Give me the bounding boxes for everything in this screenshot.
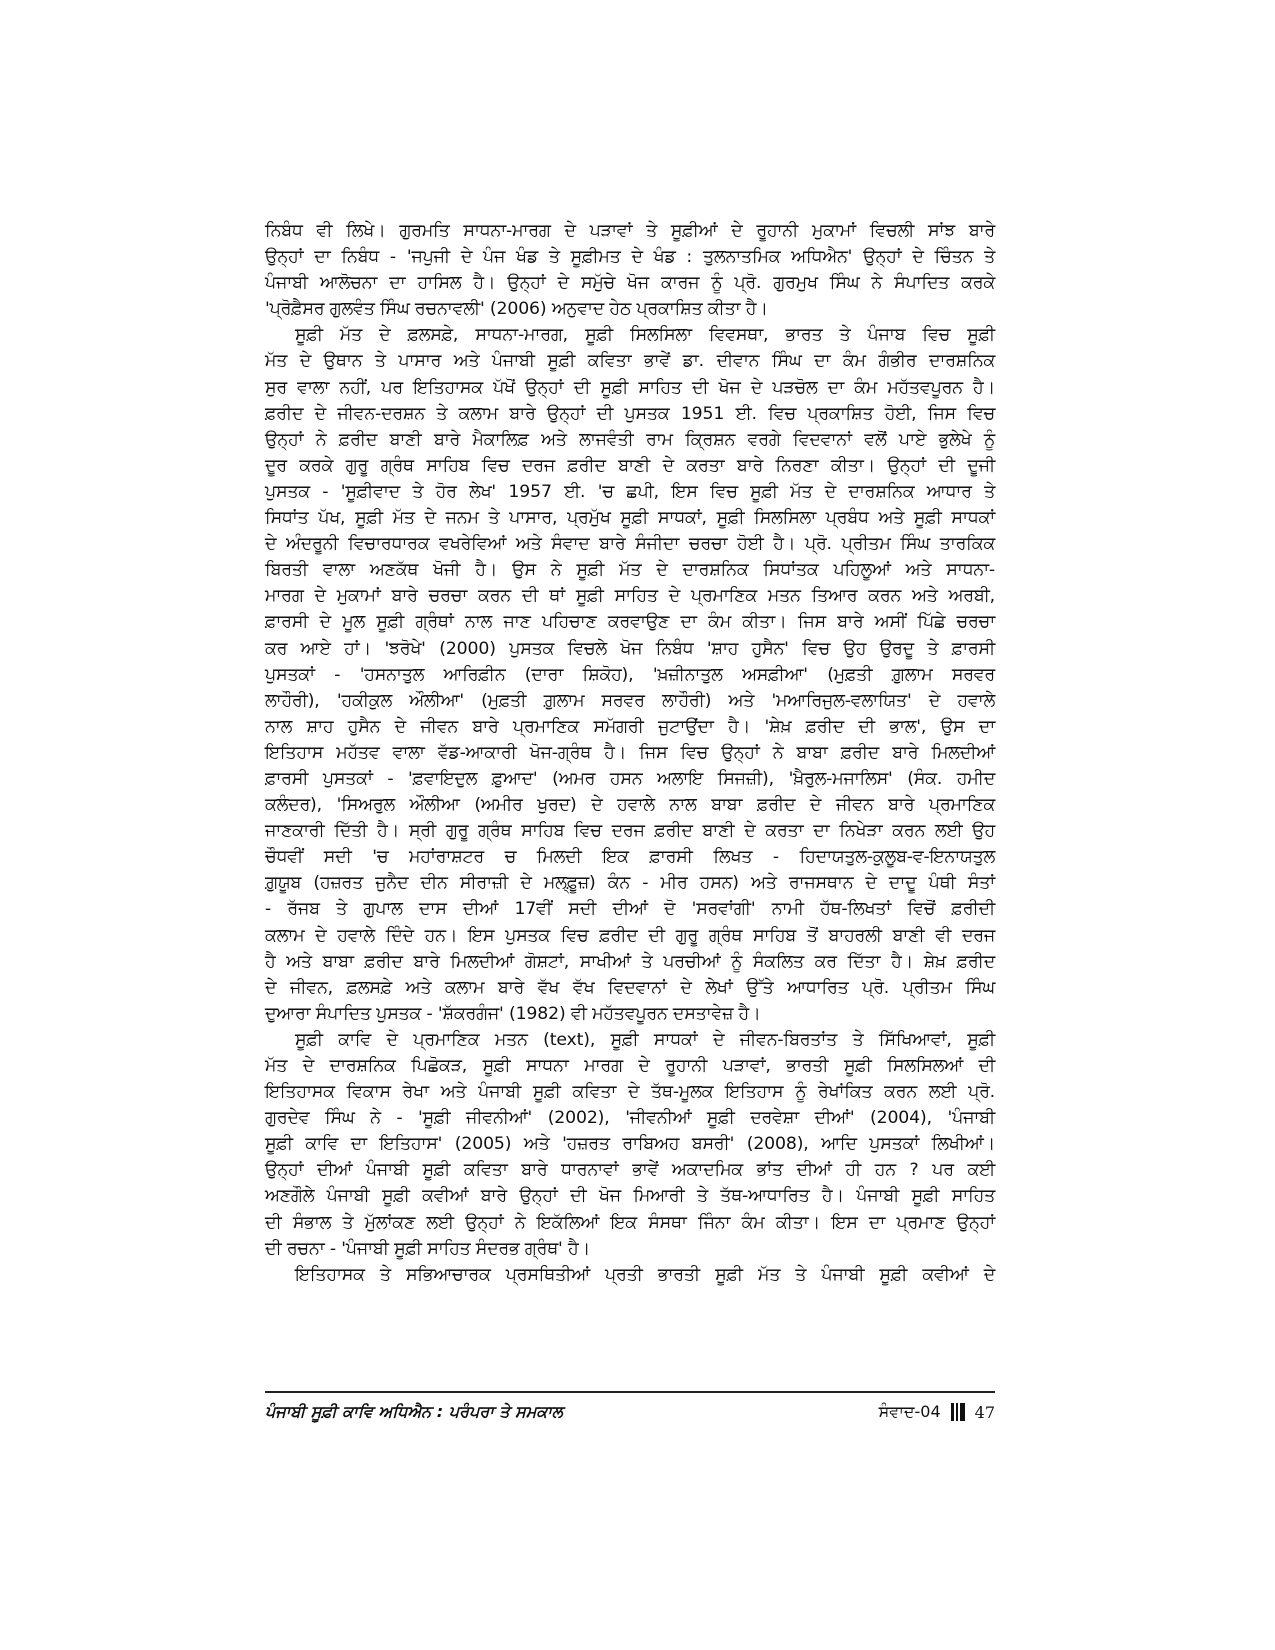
- text-line: ਹੈ ਅਤੇ ਬਾਬਾ ਫ਼ਰੀਦ ਬਾਰੇ ਮਿਲਦੀਆਂ ਗੋਸ਼ਟਾਂ, ਸਾਖੀਆਂ ਤੇ ਪਰਚੀਆਂ ਨੂੰ ਸੰਕਲਿਤ ਕਰ ਦਿੱਤਾ ਹੈ। ਸ਼ੇਖ਼ ਫ਼ਰੀਦ: [265, 951, 995, 972]
- paragraph-first-line: ਇਤਿਹਾਸਕ ਤੇ ਸਭਿਆਚਾਰਕ ਪ੍ਰਸਥਿਤੀਆਂ ਪ੍ਰਤੀ ਭਾਰਤੀ ਸੂਫ਼ੀ ਮੱਤ ਤੇ ਪੰਜਾਬੀ ਸੂਫ਼ੀ ਕਵੀਆਂ ਦੇ: [295, 1264, 995, 1285]
- text-line: ਨਾਲ ਸ਼ਾਹ ਹੁਸੈਨ ਦੇ ਜੀਵਨ ਬਾਰੇ ਪ੍ਰਮਾਣਿਕ ਸਮੱਗਰੀ ਜੁਟਾਉਂਦਾ ਹੈ। 'ਸ਼ੇਖ਼ ਫ਼ਰੀਦ ਦੀ ਭਾਲ', ਉਸ ਦਾ: [265, 716, 995, 737]
- text-line: ਬਿਰਤੀ ਵਾਲਾ ਅਣਕੱਥ ਖੋਜੀ ਹੈ। ਉਸ ਨੇ ਸੂਫ਼ੀ ਮੱਤ ਦੇ ਦਾਰਸ਼ਨਿਕ ਸਿਧਾਂਤਕ ਪਹਿਲੂਆਂ ਅਤੇ ਸਾਧਨਾ-: [265, 560, 995, 581]
- footer-divider: [265, 1391, 995, 1393]
- text-line: ਇਤਿਹਾਸਕ ਵਿਕਾਸ ਰੇਖਾ ਅਤੇ ਪੰਜਾਬੀ ਸੂਫ਼ੀ ਕਵਿਤਾ ਦੇ ਤੱਥ-ਮੂਲਕ ਇਤਿਹਾਸ ਨੂੰ ਰੇਖਾਂਕਿਤ ਕਰਨ ਲਈ ਪ੍ਰੋ.: [265, 1082, 995, 1103]
- text-line: ਕਰ ਆਏ ਹਾਂ। 'ਝਰੋਖੇ' (2000) ਪੁਸਤਕ ਵਿਚਲੇ ਖੋਜ ਨਿਬੰਧ 'ਸ਼ਾਹ ਹੁਸੈਨ' ਵਿਚ ਉਹ ਉਰਦੂ ਤੇ ਫ਼ਾਰਸੀ: [265, 638, 995, 659]
- text-line: ਫ਼ਾਰਸੀ ਪੁਸਤਕਾਂ - 'ਫ਼ਵਾਇਦੁਲ ਫ਼ੁਆਦ' (ਅਮਰ ਹਸਨ ਅਲਾਇ ਸਿਜਜ਼ੀ), 'ਖ਼ੈਰੁਲ-ਮਜਾਲਿਸ' (ਸੰਕ. ਹਮੀਦ: [265, 768, 995, 789]
- page-footer: [265, 1402, 995, 1432]
- text-line: ਫ਼ਰੀਦ ਦੇ ਜੀਵਨ-ਦਰਸ਼ਨ ਤੇ ਕਲਾਮ ਬਾਰੇ ਉਨ੍ਹਾਂ ਦੀ ਪੁਸਤਕ 1951 ਈ. ਵਿਚ ਪ੍ਰਕਾਸ਼ਿਤ ਹੋਈ, ਜਿਸ ਵਿਚ: [265, 403, 995, 424]
- text-line: ਦੀ ਰਚਨਾ - 'ਪੰਜਾਬੀ ਸੂਫ਼ੀ ਸਾਹਿਤ ਸੰਦਰਭ ਗ੍ਰੰਥ' ਹੈ।: [265, 1238, 590, 1259]
- text-line: ਸੂਫ਼ੀ ਕਾਵਿ ਦਾ ਇਤਿਹਾਸ' (2005) ਅਤੇ 'ਹਜ਼ਰਤ ਰਾਬਿਅਹ ਬਸਰੀ' (2008), ਆਦਿ ਪੁਸਤਕਾਂ ਲਿਖੀਆਂ।: [265, 1134, 995, 1155]
- text-line: ਉਨ੍ਹਾਂ ਦੀਆਂ ਪੰਜਾਬੀ ਸੂਫ਼ੀ ਕਵਿਤਾ ਬਾਰੇ ਧਾਰਨਾਵਾਂ ਭਾਵੇਂ ਅਕਾਦਮਿਕ ਭਾਂਤ ਦੀਆਂ ਹੀ ਹਨ ? ਪਰ ਕਈ: [265, 1160, 995, 1181]
- text-line: ਦੁਆਰਾ ਸੰਪਾਦਿਤ ਪੁਸਤਕ - 'ਸ਼ੱਕਰਗੰਜ' (1982) ਵੀ ਮਹੱਤਵਪੂਰਨ ਦਸਤਾਵੇਜ਼ ਹੈ।: [265, 1003, 761, 1024]
- text-line: ਪੁਸਤਕ - 'ਸੂਫ਼ੀਵਾਦ ਤੇ ਹੋਰ ਲੇਖ' 1957 ਈ. 'ਚ ਛਪੀ, ਇਸ ਵਿਚ ਸੂਫ਼ੀ ਮੱਤ ਦੇ ਦਾਰਸ਼ਨਿਕ ਆਧਾਰ ਤੇ: [265, 481, 995, 502]
- text-line: ਗੁਰਦੇਵ ਸਿੰਘ ਨੇ - 'ਸੂਫ਼ੀ ਜੀਵਨੀਆਂ' (2002), 'ਜੀਵਨੀਆਂ ਸੂਫ਼ੀ ਦਰਵੇਸ਼ਾ ਦੀਆਂ' (2004), 'ਪੰਜਾਬੀ: [265, 1108, 995, 1129]
- paragraph-first-line: ਸੂਫ਼ੀ ਕਾਵਿ ਦੇ ਪ੍ਰਮਾਣਿਕ ਮਤਨ (text), ਸੂਫ਼ੀ ਸਾਧਕਾਂ ਦੇ ਜੀਵਨ-ਬਿਰਤਾਂਤ ਤੇ ਸਿੱਖਿਆਵਾਂ, ਸੂਫ਼ੀ: [295, 1029, 995, 1050]
- text-line: ਦੇ ਜੀਵਨ, ਫ਼ਲਸਫ਼ੇ ਅਤੇ ਕਲਾਮ ਬਾਰੇ ਵੱਖ ਵੱਖ ਵਿਦਵਾਨਾਂ ਦੇ ਲੇਖਾਂ ਉੱਤੇ ਆਧਾਰਿਤ ਪ੍ਰੋ. ਪ੍ਰੀਤਮ ਸਿੰਘ: [265, 977, 995, 998]
- text-line: ਲਾਹੌਰੀ), 'ਹਕੀਕੁਲ ਔਲੀਆ' (ਮੁਫ਼ਤੀ ਗ਼ੁਲਾਮ ਸਰਵਰ ਲਾਹੌਰੀ) ਅਤੇ 'ਮਆਰਿਜੁਲ-ਵਲਾਯਿਤ' ਦੇ ਹਵਾਲੇ: [265, 690, 995, 711]
- text-line: ਪੁਸਤਕਾਂ - 'ਹਸਨਾਤੁਲ ਆਰਿਫ਼ੀਨ (ਦਾਰਾ ਸ਼ਿਕੋਹ), 'ਖ਼ਜ਼ੀਨਾਤੁਲ ਅਸਫ਼ੀਆ' (ਮੁਫ਼ਤੀ ਗ਼ੁਲਾਮ ਸਰਵਰ: [265, 664, 995, 685]
- text-line: ਦੀ ਸੰਭਾਲ ਤੇ ਮੁੱਲਾਂਕਣ ਲਈ ਉਨ੍ਹਾਂ ਨੇ ਇਕੱਲਿਆਂ ਇਕ ਸੰਸਥਾ ਜਿੰਨਾ ਕੰਮ ਕੀਤਾ। ਇਸ ਦਾ ਪ੍ਰਮਾਣ ਉਨ੍ਹਾਂ: [265, 1212, 995, 1233]
- text-line: ਗ਼ੁਯੂਬ (ਹਜ਼ਰਤ ਜੁਨੈਦ ਦੀਨ ਸੀਰਾਜ਼ੀ ਦੇ ਮਲ੍ਫ਼ੂਜ਼) ਕੰਨ - ਮੀਰ ਹਸਨ) ਅਤੇ ਰਾਜਸਥਾਨ ਦੇ ਦਾਦੂ ਪੰਥੀ ਸੰਤਾਂ: [265, 873, 995, 894]
- text-line: ਮੱਤ ਦੇ ਦਾਰਸ਼ਨਿਕ ਪਿਛੋਕੜ, ਸੂਫ਼ੀ ਸਾਧਨਾ ਮਾਰਗ ਦੇ ਰੂਹਾਨੀ ਪੜਾਵਾਂ, ਭਾਰਤੀ ਸੂਫ਼ੀ ਸਿਲਸਿਲਆਂ ਦੀ: [265, 1056, 995, 1076]
- text-line: ਅਣਗੌਲੇ ਪੰਜਾਬੀ ਸੂਫ਼ੀ ਕਵੀਆਂ ਬਾਰੇ ਉਨ੍ਹਾਂ ਦੀ ਖੋਜ ਮਿਆਰੀ ਤੇ ਤੱਥ-ਆਧਾਰਿਤ ਹੈ। ਪੰਜਾਬੀ ਸੂਫ਼ੀ ਸਾਹਿਤ: [265, 1186, 995, 1207]
- text-line: ਸੁਰ ਵਾਲਾ ਨਹੀਂ, ਪਰ ਇਤਿਹਾਸਕ ਪੱਖੋਂ ਉਨ੍ਹਾਂ ਦੀ ਸੂਫ਼ੀ ਸਾਹਿਤ ਦੀ ਖੋਜ ਦੇ ਪੜਚੋਲ ਦਾ ਕੰਮ ਮਹੱਤਵਪੂਰਨ ਹੈ।: [265, 377, 995, 398]
- text-line: ਉਨ੍ਹਾਂ ਦਾ ਨਿਬੰਧ - 'ਜਪੁਜੀ ਦੇ ਪੰਜ ਖੰਡ ਤੇ ਸੂਫ਼ੀਮਤ ਦੇ ਖੰਡ : ਤੁਲਨਾਤਮਿਕ ਅਧਿਐਨ' ਉਨ੍ਹਾਂ ਦੇ ਚਿੰਤਨ ਤੇ: [265, 247, 995, 268]
- text-line: ਇਤਿਹਾਸ ਮਹੱਤਵ ਵਾਲਾ ਵੱਡ-ਆਕਾਰੀ ਖੋਜ-ਗ੍ਰੰਥ ਹੈ। ਜਿਸ ਵਿਚ ਉਨ੍ਹਾਂ ਨੇ ਬਾਬਾ ਫ਼ਰੀਦ ਬਾਰੇ ਮਿਲਦੀਆਂ: [265, 742, 995, 763]
- vertical-bars-icon: [951, 1403, 965, 1421]
- text-line: ਦੇ ਅੰਦਰੂਨੀ ਵਿਚਾਰਧਾਰਕ ਵਖਰੇਵਿਆਂ ਅਤੇ ਸੰਵਾਦ ਬਾਰੇ ਸੰਜੀਦਾ ਚਰਚਾ ਹੋਈ ਹੈ। ਪ੍ਰੋ. ਪ੍ਰੀਤਮ ਸਿੰਘ ਤਾਰਕਿਕ: [265, 534, 995, 555]
- paragraph-first-line: ਸੂਫ਼ੀ ਮੱਤ ਦੇ ਫ਼ਲਸਫ਼ੇ, ਸਾਧਨਾ-ਮਾਰਗ, ਸੂਫ਼ੀ ਸਿਲਸਿਲਾ ਵਿਵਸਥਾ, ਭਾਰਤ ਤੇ ਪੰਜਾਬ ਵਿਚ ਸੂਫ਼ੀ: [295, 325, 995, 346]
- text-line: ਪੰਜਾਬੀ ਆਲੋਚਨਾ ਦਾ ਹਾਸਿਲ ਹੈ। ਉਨ੍ਹਾਂ ਦੇ ਸਮੁੱਚੇ ਖੋਜ ਕਾਰਜ ਨੂੰ ਪ੍ਰੋ. ਗੁਰਮੁਖ ਸਿੰਘ ਨੇ ਸੰਪਾਦਿਤ ਕਰਕੇ: [265, 273, 995, 294]
- text-line: ਮੱਤ ਦੇ ਉਥਾਨ ਤੇ ਪਾਸਾਰ ਅਤੇ ਪੰਜਾਬੀ ਸੂਫ਼ੀ ਕਵਿਤਾ ਭਾਵੇਂ ਡਾ. ਦੀਵਾਨ ਸਿੰਘ ਦਾ ਕੰਮ ਗੰਭੀਰ ਦਾਰਸ਼ਨਿਕ: [265, 351, 995, 372]
- text-line: ਦੂਰ ਕਰਕੇ ਗੁਰੂ ਗ੍ਰੰਥ ਸਾਹਿਬ ਵਿਚ ਦਰਜ ਫ਼ਰੀਦ ਬਾਣੀ ਦੇ ਕਰਤਾ ਬਾਰੇ ਨਿਰਣਾ ਕੀਤਾ। ਉਨ੍ਹਾਂ ਦੀ ਦੂਜੀ: [265, 455, 995, 476]
- text-line: ਸਿਧਾਂਤ ਪੱਖ, ਸੂਫ਼ੀ ਮੱਤ ਦੇ ਜਨਮ ਤੇ ਪਾਸਾਰ, ਪ੍ਰਮੁੱਖ ਸੂਫ਼ੀ ਸਾਧਕਾਂ, ਸੂਫ਼ੀ ਸਿਲਸਿਲਾ ਪ੍ਰਬੰਧ ਅਤੇ ਸੂਫ਼ੀ ਸਾਧਕਾਂ: [265, 508, 995, 529]
- journal-issue: ਸੰਵਾਦ-04: [878, 1402, 941, 1421]
- text-line: ਜਾਣਕਾਰੀ ਦਿੱਤੀ ਹੈ। ਸ੍ਰੀ ਗੁਰੂ ਗ੍ਰੰਥ ਸਾਹਿਬ ਵਿਚ ਦਰਜ ਫ਼ਰੀਦ ਬਾਣੀ ਦੇ ਕਰਤਾ ਦਾ ਨਿਖੇੜਾ ਕਰਨ ਲਈ ਉਹ: [265, 821, 995, 842]
- page-number: 47: [974, 1402, 995, 1422]
- text-line: ਨਿਬੰਧ ਵੀ ਲਿਖੇ। ਗੁਰਮਤਿ ਸਾਧਨਾ-ਮਾਰਗ ਦੇ ਪੜਾਵਾਂ ਤੇ ਸੂਫ਼ੀਆਂ ਦੇ ਰੂਹਾਨੀ ਮੁਕਾਮਾਂ ਵਿਚਲੀ ਸਾਂਝ ਬਾਰੇ: [265, 221, 995, 241]
- text-line: 'ਪ੍ਰੋਫ਼ੈਸਰ ਗੁਲਵੰਤ ਸਿੰਘ ਰਚਨਾਵਲੀ' (2006) ਅਨੁਵਾਦ ਹੇਠ ਪ੍ਰਕਾਸ਼ਿਤ ਕੀਤਾ ਹੈ।: [265, 299, 768, 320]
- text-line: - ਰੱਜਬ ਤੇ ਗੁਪਾਲ ਦਾਸ ਦੀਆਂ 17ਵੀਂ ਸਦੀ ਦੀਆਂ ਦੋ 'ਸਰਵਾਂਗੀ' ਨਾਮੀ ਹੱਥ-ਲਿਖਤਾਂ ਵਿਚੋਂ ਫ਼ਰੀਦੀ: [265, 899, 995, 920]
- text-line: ਫ਼ਾਰਸੀ ਦੇ ਮੂਲ ਸੂਫ਼ੀ ਗ੍ਰੰਥਾਂ ਨਾਲ ਜਾਣ ਪਹਿਚਾਣ ਕਰਵਾਉਣ ਦਾ ਕੰਮ ਕੀਤਾ। ਜਿਸ ਬਾਰੇ ਅਸੀਂ ਪਿੱਛੇ ਚਰਚਾ: [265, 612, 995, 633]
- text-line: ਚੌਧਵੀਂ ਸਦੀ 'ਚ ਮਹਾਂਰਾਸ਼ਟਰ ਚ ਮਿਲਦੀ ਇਕ ਫ਼ਾਰਸੀ ਲਿਖਤ - ਹਿਦਾਯਤੁਲ-ਕੁਲੂਬ-ਵ-ਇਨਾਯਤੁਲ: [265, 847, 995, 868]
- text-line: ਕਲਾਮ ਦੇ ਹਵਾਲੇ ਦਿੰਦੇ ਹਨ। ਇਸ ਪੁਸਤਕ ਵਿਚ ਫ਼ਰੀਦ ਦੀ ਗੁਰੂ ਗ੍ਰੰਥ ਸਾਹਿਬ ਤੋਂ ਬਾਹਰਲੀ ਬਾਣੀ ਵੀ ਦਰਜ: [265, 925, 995, 946]
- text-line: ਕਲੰਦਰ), 'ਸਿਅਰੁਲ ਔਲੀਆ (ਅਮੀਰ ਖੁਰਦ) ਦੇ ਹਵਾਲੇ ਨਾਲ ਬਾਬਾ ਫ਼ਰੀਦ ਦੇ ਜੀਵਨ ਬਾਰੇ ਪ੍ਰਮਾਣਿਕ: [265, 795, 995, 816]
- text-line: ਮਾਰਗ ਦੇ ਮੁਕਾਮਾਂ ਬਾਰੇ ਚਰਚਾ ਕਰਨ ਦੀ ਥਾਂ ਸੂਫ਼ੀ ਸਾਹਿਤ ਦੇ ਪ੍ਰਮਾਣਿਕ ਮਤਨ ਤਿਆਰ ਕਰਨ ਅਤੇ ਅਰਬੀ,: [265, 586, 995, 607]
- book-title: ਪੰਜਾਬੀ ਸੂਫ਼ੀ ਕਾਵਿ ਅਧਿਐਨ : ਪਰੰਪਰਾ ਤੇ ਸਮਕਾਲ: [265, 1402, 563, 1421]
- text-line: ਉਨ੍ਹਾਂ ਨੇ ਫ਼ਰੀਦ ਬਾਣੀ ਬਾਰੇ ਮੈਕਾਲਿਫ਼ ਅਤੇ ਲਾਜਵੰਤੀ ਰਾਮ ਕ੍ਰਿਸ਼ਨ ਵਰਗੇ ਵਿਦਵਾਨਾਂ ਵਲੋਂ ਪਾਏ ਭੁਲੇਖੇ ਨੂੰ: [265, 429, 995, 450]
- page-body: [265, 218, 995, 1288]
- footer-right: [879, 1402, 995, 1422]
